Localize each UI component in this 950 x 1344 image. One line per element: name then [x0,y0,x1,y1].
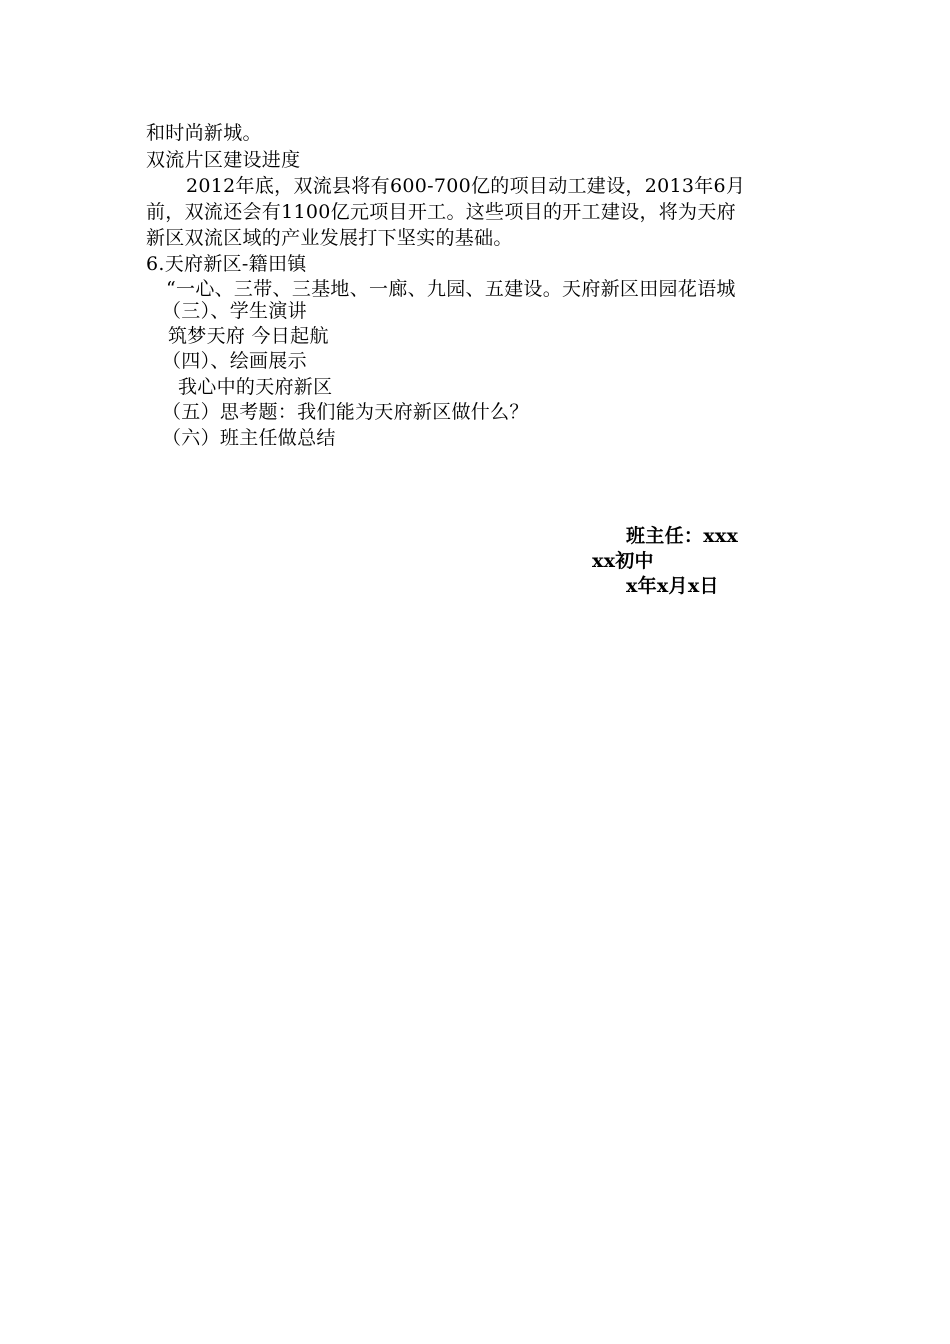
item-student-speech: （三）、学生演讲 [162,300,307,322]
item-thinking-question: （五）思考题：我们能为天府新区做什么？ [162,401,529,423]
paragraph-line-7: “一心、三带、三基地、一廊、九园、五建设。天府新区田园花语城 [166,278,736,300]
section-heading-jitian: 6.天府新区-籍田镇 [146,253,307,275]
paragraph-line-5: 新区双流区域的产业发展打下坚实的基础。 [146,227,513,249]
paragraph-line-3: 2012年底，双流县将有600-700亿的项目动工建设，2013年6月 [186,175,746,197]
signature-date: x年x月x日 [626,575,719,597]
section-heading-shuangliu: 双流片区建设进度 [146,149,301,171]
paragraph-line-1: 和时尚新城。 [146,122,262,144]
painting-title: 我心中的天府新区 [178,376,333,398]
item-teacher-summary: （六）班主任做总结 [162,427,336,449]
speech-title: 筑梦天府 今日起航 [168,325,329,347]
signature-school: xx初中 [592,550,654,572]
signature-teacher: 班主任：xxx [626,525,739,547]
item-painting-show: （四）、绘画展示 [162,350,307,372]
paragraph-line-4: 前，双流还会有1100亿元项目开工。这些项目的开工建设，将为天府 [146,201,736,223]
